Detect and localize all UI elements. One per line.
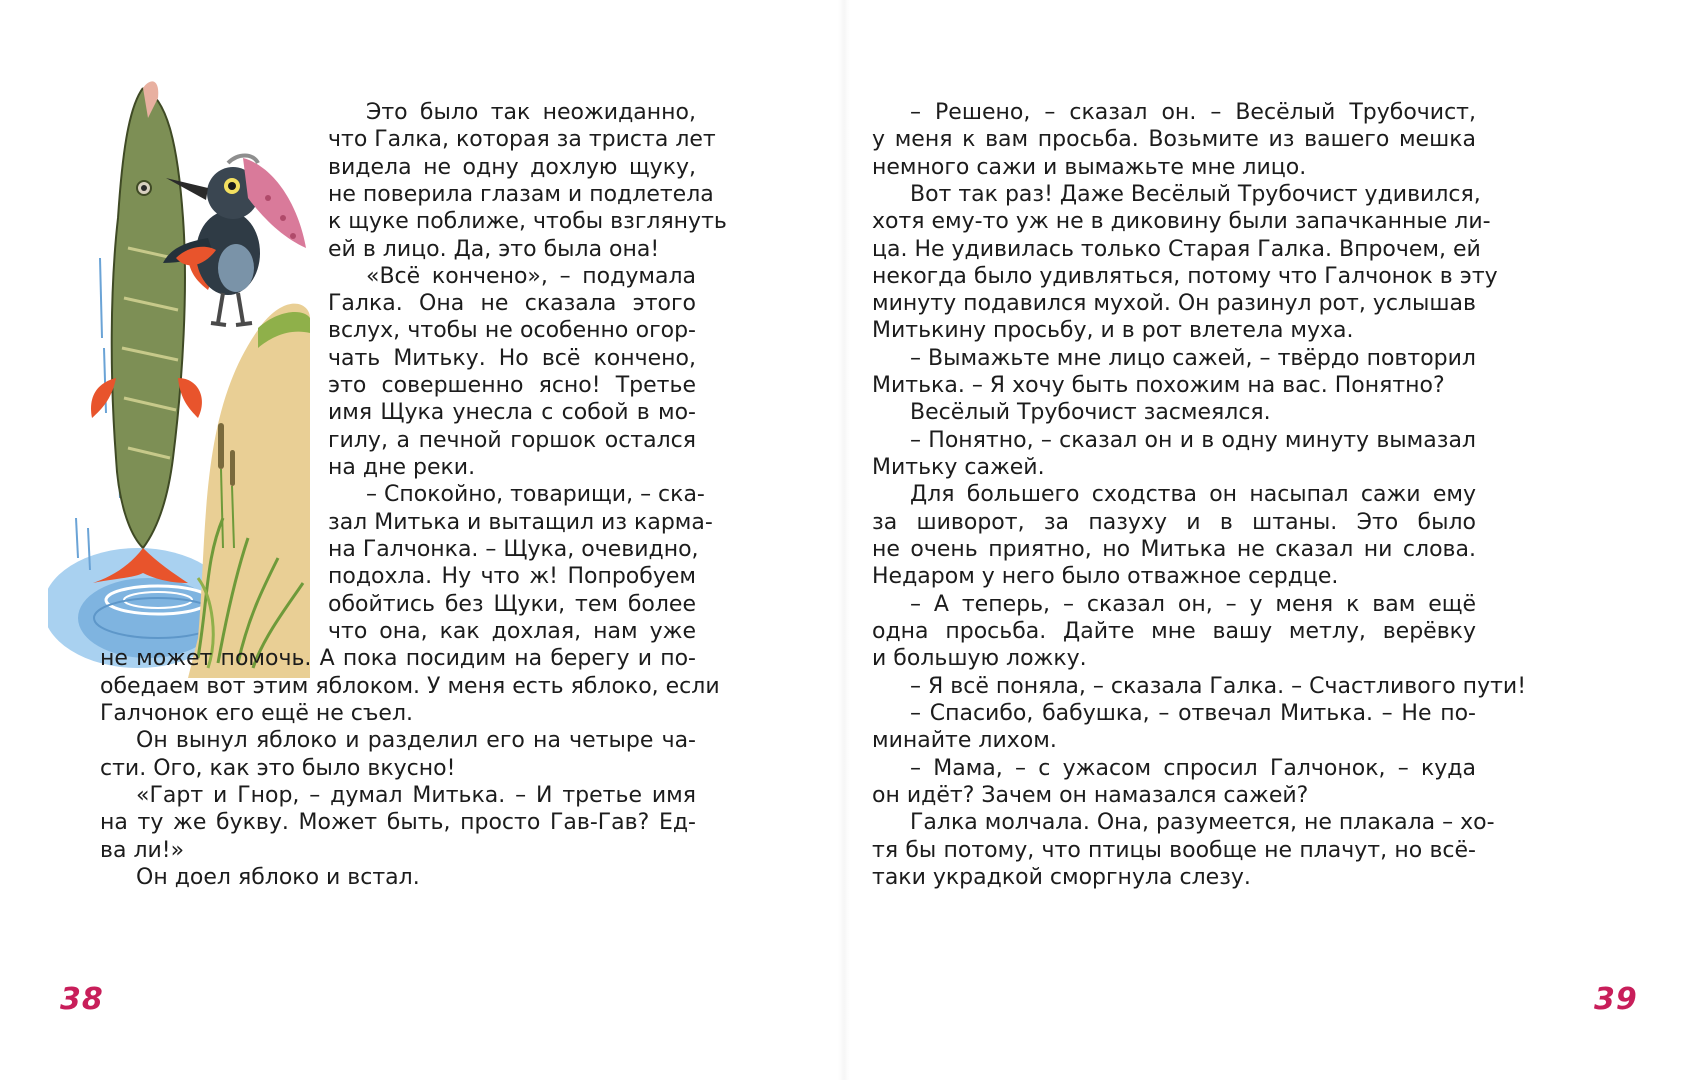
text-line: Весёлый Трубочист засмеялся. (910, 400, 1271, 425)
text-line: за шиворот, за пазуху и в штаны. Это было (872, 510, 1476, 535)
text-line: на дне реки. (328, 455, 476, 480)
text-line: – Я всё поняла, – сказала Галка. – Счастливого пути! (910, 674, 1527, 699)
text-line: Галка. Она не сказала этого (328, 291, 696, 316)
text-line: – Спокойно, товарищи, – ска- (366, 482, 705, 507)
text-line: Галка молчала. Она, разумеется, не плакала – хо- (910, 810, 1495, 835)
page-number: 39 (1594, 982, 1638, 1017)
text-line: – Вымажьте мне лицо сажей, – твёрдо повторил (910, 346, 1476, 371)
text-line: «Всё кончено», – подумала (366, 264, 696, 289)
text-line: Вот так раз! Даже Весёлый Трубочист удивился, (910, 182, 1481, 207)
text-line: тя бы потому, что птицы вообще не плачут, но всё- (872, 838, 1476, 863)
text-line: ца. Не удивилась только Старая Галка. Впрочем, ей (872, 237, 1481, 262)
text-line: это совершенно ясно! Третье (328, 373, 696, 398)
text-line: минуту подавился мухой. Он разинул рот, услышав (872, 291, 1476, 316)
text-line: имя Щука унесла с собой в мо- (328, 400, 696, 425)
text-line: одна просьба. Дайте мне вашу метлу, верёвку (872, 619, 1476, 644)
text-line: обойтись без Щуки, тем более (328, 592, 696, 617)
text-line: не поверила глазам и подлетела (328, 182, 714, 207)
text-line: минайте лихом. (872, 728, 1057, 753)
page-number: 38 (60, 982, 104, 1017)
text-line: и большую ложку. (872, 646, 1087, 671)
text-line: некогда было удивляться, потому что Галчонок в эту (872, 264, 1498, 289)
text-line: Это было так неожиданно, (366, 100, 696, 125)
text-line: – Спасибо, бабушка, – отвечал Митька. – Не по- (910, 701, 1476, 726)
text-line: немного сажи и вымажьте мне лицо. (872, 155, 1307, 180)
text-line: хотя ему-то уж не в диковину были запачканные ли- (872, 209, 1491, 234)
text-line: ва ли!» (100, 838, 185, 863)
text-line: – Решено, – сказал он. – Весёлый Трубочист, (910, 100, 1476, 125)
text-line: Митькину просьбу, и в рот влетела муха. (872, 318, 1354, 343)
text-line: видела не одну дохлую щуку, (328, 155, 696, 180)
text-line: Недаром у него было отважное сердце. (872, 564, 1339, 589)
illustration-pike-and-jackdaw (48, 78, 340, 678)
text-line: на ту же букву. Может быть, просто Гав-Гав? Ед- (100, 810, 696, 835)
text-line: Митьку сажей. (872, 455, 1045, 480)
text-line: гилу, а печной горшок остался (328, 428, 696, 453)
text-line: – Мама, – с ужасом спросил Галчонок, – куда (910, 756, 1476, 781)
text-line: к щуке поближе, чтобы взглянуть (328, 209, 727, 234)
text-line: Он вынул яблоко и разделил его на четыре ча- (136, 728, 696, 753)
text-line: Для большего сходства он насыпал сажи ему (910, 482, 1476, 507)
page-right (844, 0, 1688, 1080)
text-line: что она, как дохлая, нам уже (328, 619, 696, 644)
text-line: зал Митька и вытащил из карма- (328, 510, 713, 535)
text-line: что Галка, которая за триста лет (328, 127, 716, 152)
text-line: не очень приятно, но Митька не сказал ни слова. (872, 537, 1476, 562)
text-line: подохла. Ну что ж! Попробуем (328, 564, 696, 589)
text-line: обедаем вот этим яблоком. У меня есть яблоко, если (100, 674, 720, 699)
text-line: Галчонок его ещё не съел. (100, 701, 414, 726)
text-line: не может помочь. А пока посидим на берегу и по- (100, 646, 696, 671)
text-line: «Гарт и Гнор, – думал Митька. – И третье имя (136, 783, 696, 808)
text-line: – Понятно, – сказал он и в одну минуту вымазал (910, 428, 1476, 453)
text-line: сти. Ого, как это было вкусно! (100, 756, 456, 781)
text-line: ей в лицо. Да, это была она! (328, 237, 660, 262)
text-line: – А теперь, – сказал он, – у меня к вам ещё (910, 592, 1476, 617)
text-line: таки украдкой сморгнула слезу. (872, 865, 1251, 890)
text-line: на Галчонка. – Щука, очевидно, (328, 537, 699, 562)
text-line: Митька. – Я хочу быть похожим на вас. Понятно? (872, 373, 1445, 398)
text-line: он идёт? Зачем он намазался сажей? (872, 783, 1309, 808)
text-line: Он доел яблоко и встал. (136, 865, 420, 890)
text-line: вслух, чтобы не особенно огор- (328, 318, 696, 343)
text-line: у меня к вам просьба. Возьмите из вашего мешка (872, 127, 1476, 152)
text-line: чать Митьку. Но всё кончено, (328, 346, 696, 371)
